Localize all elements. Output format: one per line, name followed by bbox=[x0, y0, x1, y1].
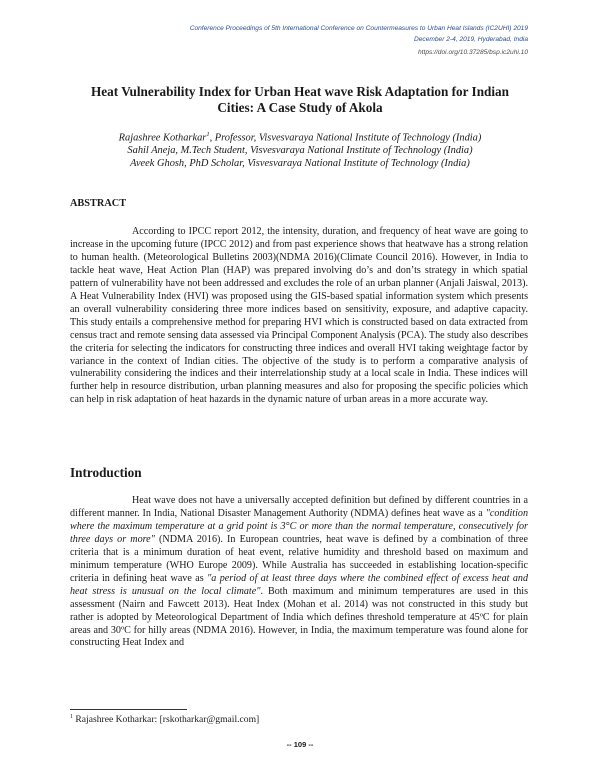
footnote-mark: 1 bbox=[206, 131, 210, 138]
introduction-text: Heat wave does not have a universally accepted definition but defined by different countries in a different manner. In India, National Disaster Management Authority (NDMA) defines heat wave as a "condition where the maximum temperature at a grid point is 3°C or more than the normal temperature, consecutively for three days or more" (NDMA 2016). In European countries, heat wave is defined by a combination of three criteria that is a minimum duration of heat event, relative humidity and threshold based on maximum and minimum temperature (WHO Europe 2009). While Australia has succeeded in establishing location-specific criteria in defining heat wave as "a period of at least three days where the combined effect of excess heat and heat stress is unusual on the local climate". Both maximum and minimum temperatures are used in this assessment (Nairn and Fawcett 2013). Heat Index (Mohan et al. 2014) was not constructed in this study but rather is adopted by Meteorological Department of India which defines threshold temperature at 45ºC for plain areas and 30ºC for hilly areas (NDMA 2016). However, in India, the maximum temperature was found alone for constructing Heat Index and bbox=[70, 495, 528, 649]
introduction-heading: Introduction bbox=[70, 465, 142, 480]
author-2: Sahil Aneja, M.Tech Student, Visvesvaraya National Institute of Technology (India) bbox=[127, 145, 473, 157]
doi-link[interactable]: https://doi.org/10.37285/bsp.ic2uhi.10 bbox=[418, 49, 528, 56]
author-1: Rajashree Kotharkar$^1$, Professor, Visvesvaraya National Institute of Technology (India) bbox=[118, 131, 482, 144]
author-list bbox=[60, 128, 540, 170]
footnote: $^1$ Rajashree Kotharkar: [rskotharkar@gmail.com] bbox=[70, 714, 260, 726]
conference-header: Conference Proceedings of 5th International Conference on Countermeasures to Urban Heat Islands (IC2UHI) 2019 bbox=[189, 25, 528, 32]
abstract-heading: ABSTRACT bbox=[70, 198, 127, 209]
ndma-quote: "condition where the maximum temperature at a grid point is 3°C or more than the normal temperature, consecutively for three days or more" bbox=[70, 507, 528, 545]
footnote-divider bbox=[70, 709, 187, 710]
abstract-text: According to IPCC report 2012, the intensity, duration, and frequency of heat wave are going to increase in the upcoming future (IPCC 2012) and from past experience shows that heatwave has a strong relation to human health. (Meteorological Bulletins 2003)(NDMA 2016)(Climate Council 2016). However, in India to tackle heat wave, Heat Action Plan (HAP) was prepared involving do’s and don’ts strategy in which spatial pattern of vulnerability have not been addressed and excludes the role of an urban planner (Anjali Jaiswal, 2013). A Heat Vulnerability Index (HVI) was proposed using the GIS-based spatial information system which presents an overall vulnerability considering three more indices based on sensitivity, exposure, and adaptive capacity. This study entails a comprehensive method for preparing HVI which is constructed based on data extracted from census tract and remote sensing data assessed via Principal Component Analysis (PCA). The study also describes the criteria for selecting the indicators for constructing three indices and overall HVI taking weightage factor by variance in the context of Indian cities. The objective of the study is to perform a comparative analysis of vulnerability considering the indices and their interrelationship study at a local scale in India. These indices will further help in resource distribution, urban planning measures and also for proposing the specific policies which can help in risk adaptation of heat hazards in the dynamic nature of urban areas in a more accurate way. bbox=[70, 226, 528, 406]
page-number: -- 109 -- bbox=[286, 740, 314, 749]
author-3: Aveek Ghosh, PhD Scholar, Visvesvaraya National Institute of Technology (India) bbox=[130, 158, 470, 170]
conference-date: December 2-4, 2019, Hyderabad, India bbox=[414, 36, 528, 43]
paper-title: Heat Vulnerability Index for Urban Heat wave Risk Adaptation for Indian Cities: A Case Study of Akola bbox=[91, 84, 509, 115]
australia-quote: "a period of at least three days where the combined effect of excess heat and heat stress is unusual on the local climate" bbox=[70, 572, 528, 597]
